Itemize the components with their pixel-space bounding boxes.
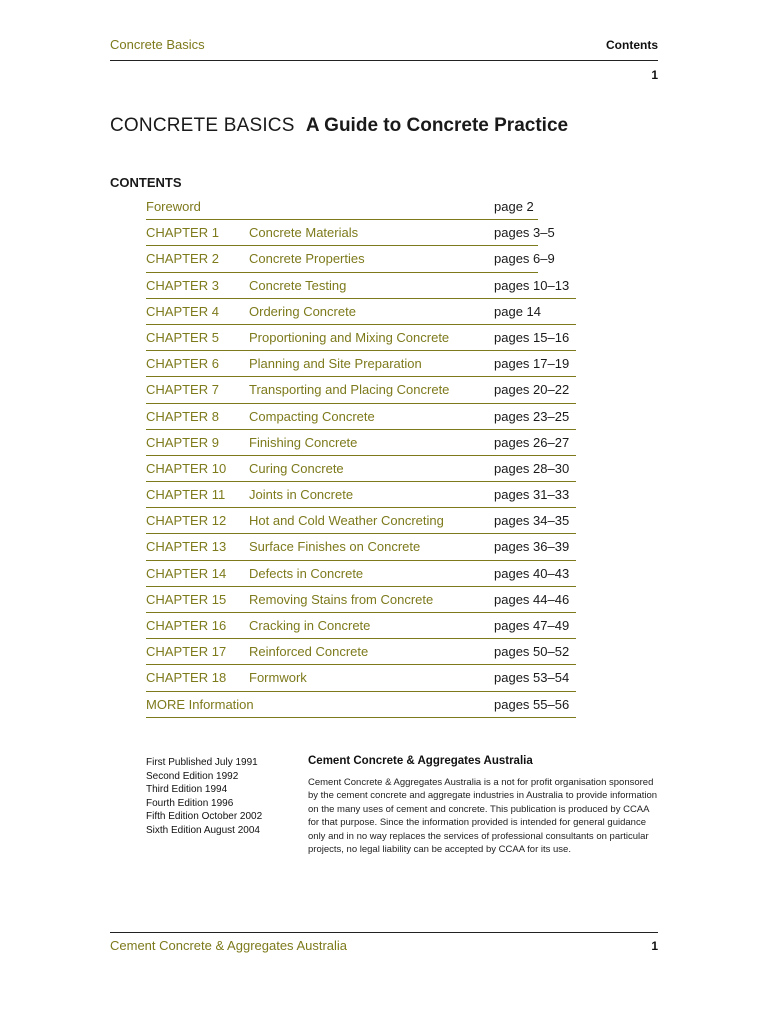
contents-heading: CONTENTS bbox=[110, 175, 182, 190]
toc-pages: pages 23–25 bbox=[494, 408, 570, 424]
toc-row-chapter-17[interactable] bbox=[146, 641, 576, 665]
toc-title: Concrete Testing bbox=[249, 277, 347, 293]
toc-title: Joints in Concrete bbox=[249, 487, 354, 503]
toc-pages: pages 47–49 bbox=[494, 618, 570, 633]
toc-title: Surface Finishes on Concrete bbox=[249, 539, 421, 555]
edition-line: Fifth Edition October 2002 bbox=[146, 811, 263, 822]
toc-label: CHAPTER 7 bbox=[146, 382, 219, 398]
toc-pages: page 2 bbox=[494, 199, 534, 214]
toc-title: Removing Stains from Concrete bbox=[249, 591, 434, 607]
toc-row-chapter-12[interactable] bbox=[146, 510, 576, 534]
toc-pages: pages 31–33 bbox=[494, 487, 570, 503]
toc-pages: pages 34–35 bbox=[494, 513, 570, 529]
toc-row-chapter-1[interactable] bbox=[146, 222, 555, 246]
toc-pages: pages 6–9 bbox=[494, 251, 555, 267]
toc-label: CHAPTER 8 bbox=[146, 408, 219, 424]
footer-organisation: Cement Concrete & Aggregates Australia bbox=[110, 938, 348, 953]
edition-line: Second Edition 1992 bbox=[146, 770, 239, 782]
toc-label: CHAPTER 12 bbox=[146, 513, 227, 529]
toc-row-chapter-11[interactable] bbox=[146, 484, 576, 508]
toc-label: CHAPTER 10 bbox=[146, 460, 227, 476]
toc-title: Curing Concrete bbox=[249, 460, 344, 476]
toc-title: Transporting and Placing Concrete bbox=[249, 382, 450, 398]
toc-title: Finishing Concrete bbox=[249, 434, 358, 450]
page-number-bottom: 1 bbox=[651, 939, 658, 953]
toc-label: CHAPTER 17 bbox=[146, 644, 227, 660]
toc-pages: page 14 bbox=[494, 303, 541, 319]
toc-row-chapter-8[interactable] bbox=[146, 406, 576, 430]
toc-title: Planning and Site Preparation bbox=[249, 356, 422, 372]
page-number-top: 1 bbox=[651, 68, 658, 82]
toc-row-chapter-14[interactable] bbox=[146, 563, 576, 587]
title-subtitle: A Guide to Concrete Practice bbox=[305, 115, 569, 136]
toc-pages: pages 53–54 bbox=[494, 670, 570, 686]
toc-label: CHAPTER 14 bbox=[146, 565, 227, 581]
toc-label: MORE Information bbox=[146, 696, 254, 712]
toc-title: Formwork bbox=[249, 670, 307, 686]
toc-pages: pages 3–5 bbox=[494, 225, 555, 241]
toc-title: Reinforced Concrete bbox=[249, 644, 369, 660]
page-title bbox=[110, 115, 568, 137]
toc-title: Hot and Cold Weather Concreting bbox=[249, 513, 444, 529]
toc-label: CHAPTER 1 bbox=[146, 225, 219, 241]
toc-row-chapter-7[interactable] bbox=[146, 379, 576, 403]
toc-row-chapter-16[interactable] bbox=[146, 615, 576, 639]
edition-line: Fourth Edition 1996 bbox=[146, 797, 234, 809]
title-series: CONCRETE BASICS bbox=[110, 115, 295, 136]
toc-pages: pages 55–56 bbox=[494, 696, 570, 712]
toc-label: CHAPTER 4 bbox=[146, 303, 219, 319]
toc-pages: pages 17–19 bbox=[494, 356, 570, 372]
toc-row-chapter-6[interactable] bbox=[146, 353, 576, 377]
toc-row-chapter-4[interactable] bbox=[146, 301, 576, 325]
toc-pages: pages 10–13 bbox=[494, 277, 570, 293]
toc-row-chapter-10[interactable] bbox=[146, 458, 576, 482]
toc-row-chapter-9[interactable] bbox=[146, 432, 576, 456]
toc-title: Cracking in Concrete bbox=[249, 618, 371, 633]
toc-label: CHAPTER 9 bbox=[146, 434, 219, 450]
edition-line: Third Edition 1994 bbox=[146, 784, 228, 795]
toc-label: CHAPTER 2 bbox=[146, 251, 219, 267]
toc-pages: pages 26–27 bbox=[494, 434, 570, 450]
toc-pages: pages 28–30 bbox=[494, 460, 570, 476]
toc-row-chapter-2[interactable] bbox=[146, 248, 555, 272]
running-header-title: Concrete Basics bbox=[110, 37, 205, 52]
toc-pages: pages 20–22 bbox=[494, 382, 570, 398]
toc-title: Ordering Concrete bbox=[249, 303, 356, 319]
toc-label: CHAPTER 13 bbox=[146, 539, 227, 555]
toc-label: CHAPTER 6 bbox=[146, 356, 219, 372]
edition-history bbox=[146, 756, 262, 837]
toc-label: Foreword bbox=[146, 199, 201, 214]
toc-title: Concrete Materials bbox=[249, 225, 359, 241]
toc-pages: pages 36–39 bbox=[494, 539, 570, 555]
toc-row-chapter-15[interactable] bbox=[146, 589, 576, 613]
toc-row-chapter-5[interactable] bbox=[146, 327, 576, 351]
toc-row-chapter-13[interactable] bbox=[146, 536, 576, 560]
toc-pages: pages 40–43 bbox=[494, 565, 570, 581]
toc-title: Proportioning and Mixing Concrete bbox=[249, 329, 450, 345]
toc-row-foreword[interactable] bbox=[146, 196, 538, 220]
toc-row-chapter-3[interactable] bbox=[146, 275, 576, 299]
toc-title: Defects in Concrete bbox=[249, 565, 364, 581]
toc-label: CHAPTER 15 bbox=[146, 591, 227, 607]
toc-label: CHAPTER 5 bbox=[146, 329, 219, 345]
toc-pages: pages 44–46 bbox=[494, 591, 570, 607]
organisation-name: Cement Concrete & Aggregates Australia bbox=[308, 755, 533, 767]
table-of-contents bbox=[146, 196, 576, 720]
running-header-section: Contents bbox=[606, 38, 658, 52]
organisation-description: Cement Concrete & Aggregates Australia is a not for profit organisation sponsored by the cement concrete and aggregate industries in Australia to provide information on the many uses of cement and concrete. This publication is produced by CCAA for that purpose. Since the information provided is intended for general guidance only and in no way replaces the services of professional consultants on particular projects, no legal liability can be accepted by CCAA for its use. bbox=[308, 777, 658, 856]
toc-label: CHAPTER 3 bbox=[146, 277, 219, 293]
toc-pages: pages 15–16 bbox=[494, 329, 570, 345]
toc-title: Compacting Concrete bbox=[249, 408, 375, 424]
toc-title: Concrete Properties bbox=[249, 251, 365, 267]
edition-line: First Published July 1991 bbox=[146, 757, 258, 768]
footer-divider bbox=[110, 932, 658, 933]
toc-label: CHAPTER 18 bbox=[146, 670, 227, 686]
toc-row-more-information[interactable] bbox=[146, 694, 576, 718]
toc-row-chapter-18[interactable] bbox=[146, 667, 576, 691]
toc-pages: pages 50–52 bbox=[494, 644, 570, 660]
edition-line: Sixth Edition August 2004 bbox=[146, 824, 260, 836]
toc-label: CHAPTER 16 bbox=[146, 618, 227, 633]
toc-label: CHAPTER 11 bbox=[146, 487, 226, 503]
header-divider bbox=[110, 60, 658, 61]
